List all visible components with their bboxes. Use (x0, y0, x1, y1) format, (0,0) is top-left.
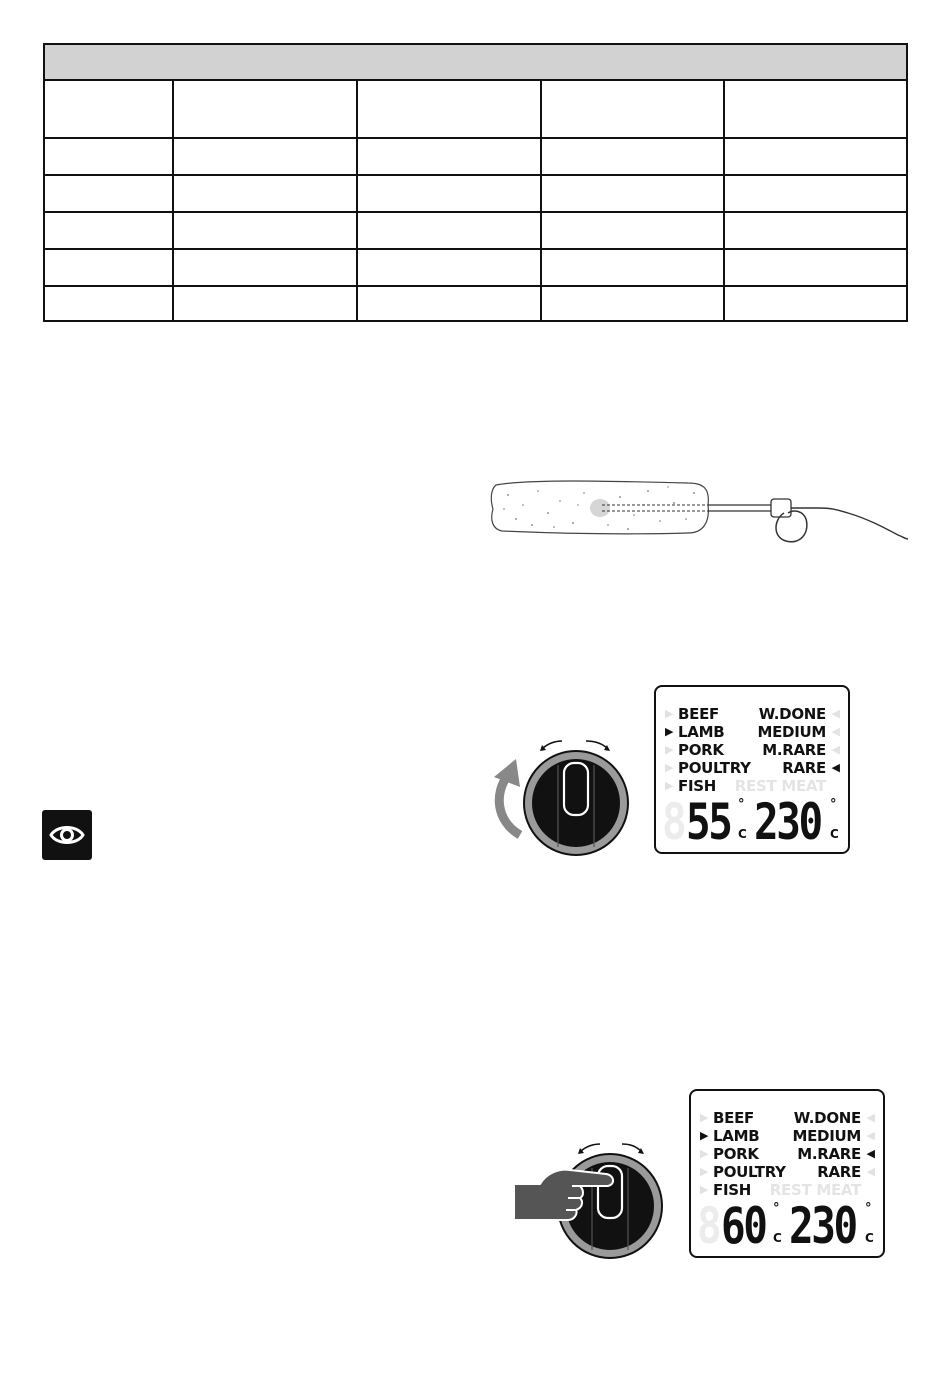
lcd-rest-label: REST MEAT (769, 1181, 861, 1199)
lcd-doneness-label: W.DONE (758, 705, 826, 723)
lcd-unit: C (865, 1231, 874, 1245)
lcd-meat-label: FISH (678, 777, 716, 795)
lcd-doneness-label: MEDIUM (757, 723, 826, 741)
lcd-target-temp: 230 (789, 1197, 856, 1255)
table-col-divider (723, 79, 725, 320)
lcd-display-1: ▶ BEEF W.DONE ◀ ▶ LAMB MEDIUM ◀ ▶ PORK M.RARE ◀ ▶ POULTRY RARE ◀ ▶ FISH REST MEAT 8 55 ° C 230 ° C (654, 685, 850, 854)
lcd-display-2: ▶ BEEF W.DONE ◀ ▶ LAMB MEDIUM ◀ ▶ PORK M.RARE ◀ ▶ POULTRY RARE ◀ ▶ FISH REST MEAT 8 60 ° C 230 ° C (689, 1089, 885, 1258)
selected-meat-marker: ▶ (665, 725, 674, 738)
table-row-divider (45, 248, 906, 250)
knob-rotate-illustration (486, 735, 636, 865)
selected-meat-marker: ▶ (700, 1129, 709, 1142)
lcd-unit: C (738, 827, 747, 841)
table-col-divider (172, 79, 174, 320)
table-header-row (45, 45, 906, 81)
lcd-meat-label: FISH (713, 1181, 751, 1199)
rotate-left-indicator (542, 741, 562, 749)
lcd-target-temp: 230 (754, 793, 821, 851)
lcd-meat-label: LAMB (678, 723, 725, 741)
probe-tip (590, 499, 610, 517)
table-col-divider (356, 79, 358, 320)
table-col-divider (540, 79, 542, 320)
lcd-rest-label: REST MEAT (734, 777, 826, 795)
lcd-meat-label: POULTRY (713, 1163, 786, 1181)
lcd-current-temp: 55 (686, 793, 731, 851)
table-row-divider (45, 285, 906, 287)
eye-icon (42, 810, 92, 860)
lcd-meat-label: PORK (713, 1145, 759, 1163)
lcd-doneness-label: M.RARE (762, 741, 826, 759)
probe-cable (818, 508, 908, 539)
lcd-meat-label: BEEF (678, 705, 719, 723)
lcd-meat-label: BEEF (713, 1109, 754, 1127)
table-row-divider (45, 174, 906, 176)
lcd-doneness-label: W.DONE (793, 1109, 861, 1127)
lcd-doneness-label: MEDIUM (792, 1127, 861, 1145)
lcd-unit: C (830, 827, 839, 841)
meat-probe-illustration (488, 475, 913, 550)
lcd-current-temp: 60 (721, 1197, 766, 1255)
lcd-doneness-label: RARE (782, 759, 826, 777)
knob-press-illustration (510, 1138, 670, 1263)
data-table (43, 43, 908, 322)
lcd-meat-label: PORK (678, 741, 724, 759)
table-row-divider (45, 211, 906, 213)
lcd-doneness-label: M.RARE (797, 1145, 861, 1163)
rotate-right-indicator (586, 741, 608, 749)
selected-doneness-marker: ◀ (831, 761, 840, 774)
lcd-doneness-label: RARE (817, 1163, 861, 1181)
lcd-unit: C (773, 1231, 782, 1245)
knob-grip (564, 763, 588, 815)
lcd-meat-label: POULTRY (678, 759, 751, 777)
selected-doneness-marker: ◀ (866, 1147, 875, 1160)
table-row-divider (45, 137, 906, 139)
lcd-meat-label: LAMB (713, 1127, 760, 1145)
